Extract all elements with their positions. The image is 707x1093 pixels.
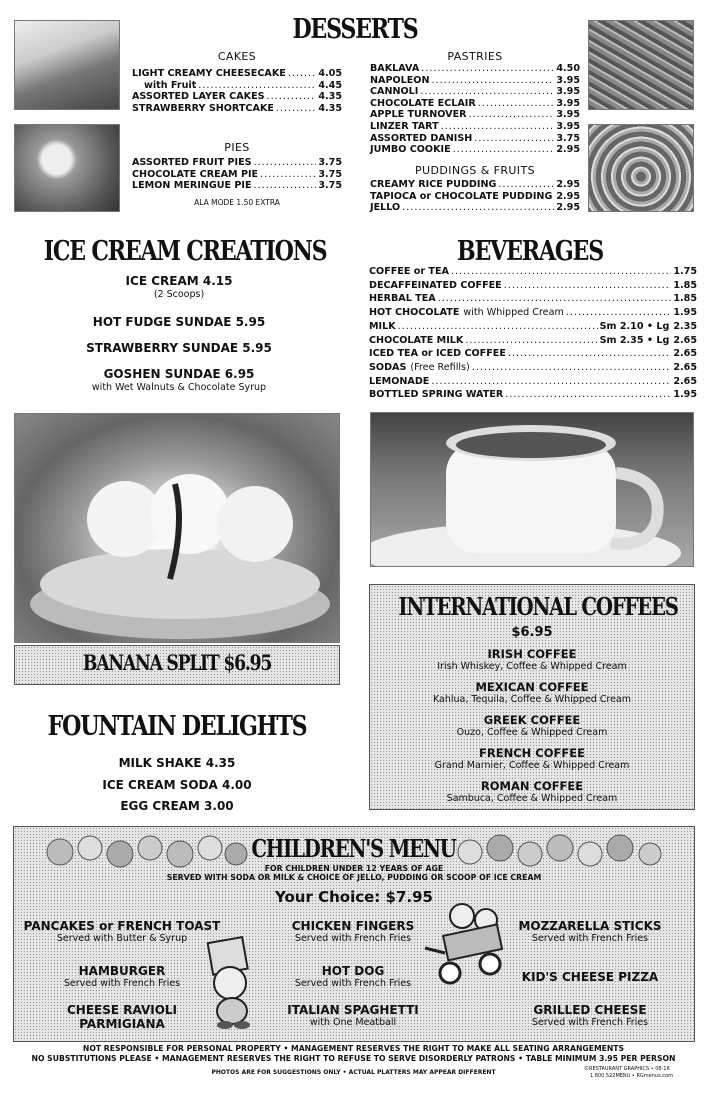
childrens-menu-served: SERVED WITH SODA OR MILK & CHOICE OF JELLO, PUDDING OR SCOOP OF ICE CREAM [166, 873, 542, 882]
beverages-list [369, 265, 697, 402]
list-item: TAPIOCA or CHOCOLATE PUDDING 2.95 [370, 190, 580, 202]
kid-item-desc: Served with Butter & Syrup [56, 933, 188, 944]
kid-item-name: CHICKEN FINGERS [291, 919, 415, 933]
french-coffee-desc: Grand Marnier, Coffee & Whipped Cream [434, 760, 630, 771]
kid-item-name: MOZZARELLA STICKS [518, 919, 662, 933]
list-item: ASSORTED LAYER CAKES ..... 4.35 [132, 91, 342, 103]
childrens-menu-price: Your Choice: $7.95 [275, 888, 433, 906]
list-item: JELLO ..... 2.95 [370, 202, 580, 214]
desserts-title: DESSERTS [292, 14, 418, 45]
childrens-menu-title: CHILDREN'S MENU [251, 834, 456, 863]
kid-item-desc: Served with French Fries [294, 978, 412, 989]
cakes-heading: CAKES [217, 50, 257, 63]
list-item: MILK ..... Sm 2.10 • Lg 2.35 [369, 320, 697, 334]
puddings-heading: PUDDINGS & FRUITS [415, 164, 535, 177]
kid-item-name: KID'S CHEESE PIZZA [521, 970, 659, 984]
kid-item-desc: Served with French Fries [531, 933, 649, 944]
pies-section [132, 141, 342, 207]
list-item: CHOCOLATE CREAM PIE ..... 3.75 [132, 169, 342, 181]
list-item: APPLE TURNOVER ..... 3.95 [370, 109, 580, 121]
roman-coffee-desc: Sambuca, Coffee & Whipped Cream [446, 793, 618, 804]
kid-item-hot-dog [268, 964, 438, 990]
ice-cream-list [14, 274, 344, 395]
kid-item-name: PARMIGIANA [79, 1017, 165, 1031]
list-item: JUMBO COOKIE ..... 2.95 [370, 144, 580, 156]
pie-photo [14, 124, 120, 212]
list-item: BOTTLED SPRING WATER ..... 1.95 [369, 388, 697, 402]
mexican-coffee-desc: Kahlua, Tequila, Coffee & Whipped Cream [432, 694, 632, 705]
cakes-section [132, 50, 342, 114]
milk-shake-item: MILK SHAKE 4.35 [118, 756, 236, 770]
list-item: LIGHT CREAMY CHEESECAKE ..... 4.05 [132, 68, 342, 80]
ice-cream-soda-item: ICE CREAM SODA 4.00 [102, 777, 252, 792]
greek-coffee-desc: Ouzo, Coffee & Whipped Cream [456, 727, 608, 738]
kids-wagon-illustration [420, 898, 510, 993]
list-item: LINZER TART ..... 3.95 [370, 121, 580, 133]
irish-coffee: IRISH COFFEE [487, 647, 577, 661]
childrens-menu-age: FOR CHILDREN UNDER 12 YEARS OF AGE [264, 864, 444, 873]
kid-item-desc: Served with French Fries [294, 933, 412, 944]
kid-item-mozzarella-sticks [505, 919, 675, 945]
banana-split-illustration [15, 414, 340, 643]
list-item: BAKLAVA ..... 4.50 [370, 63, 580, 75]
coffee-cup-illustration [371, 413, 694, 567]
puddings-section [370, 164, 580, 214]
printer-credit-2: 1.800.522MENU • RGmenus.com [590, 1073, 673, 1079]
international-coffees-price: $6.95 [511, 625, 553, 640]
list-item: NAPOLEON ..... 3.95 [370, 75, 580, 87]
kid-item-ravioli [22, 1003, 222, 1031]
banana-split-label: BANANA SPLIT $6.95 [82, 650, 272, 675]
list-item: ASSORTED FRUIT PIES ..... 3.75 [132, 157, 342, 169]
list-item: COFFEE or TEA ..... 1.75 [369, 265, 697, 279]
pies-heading: PIES [224, 141, 250, 154]
kid-item-desc: with One Meatball [309, 1017, 397, 1028]
international-coffees-title: INTERNATIONAL COFFEES [398, 592, 678, 621]
cheesecake-photo [14, 20, 120, 110]
fountain-list [14, 753, 340, 818]
pastries-heading: PASTRIES [447, 50, 503, 63]
kid-chef-illustration [200, 935, 275, 1030]
list-item: LEMONADE ..... 2.65 [369, 375, 697, 389]
egg-cream-item: EGG CREAM 3.00 [120, 799, 234, 813]
footer-line-1: NOT RESPONSIBLE FOR PERSONAL PROPERTY • MANAGEMENT RESERVES THE RIGHT TO MAKE ALL SEATING ARRANGEMENTS [82, 1044, 625, 1053]
list-item: CANNOLI ..... 3.95 [370, 86, 580, 98]
list-item: SODAS (Free Refills) ..... 2.65 [369, 361, 697, 375]
ala-mode-note: ALA MODE 1.50 EXTRA [194, 197, 280, 207]
kid-item-chicken-fingers [268, 919, 438, 945]
pastries-section [370, 50, 580, 156]
baklava-photo [588, 20, 694, 110]
kid-item-name: ITALIAN SPAGHETTI [287, 1003, 419, 1017]
kid-item-cheese-pizza [505, 970, 675, 984]
kid-item-name: HOT DOG [321, 964, 385, 978]
list-item: DECAFFEINATED COFFEE ..... 1.85 [369, 279, 697, 293]
fountain-delights-title: FOUNTAIN DELIGHTS [47, 711, 307, 742]
irish-coffee-desc: Irish Whiskey, Coffee & Whipped Cream [437, 661, 627, 672]
banana-split-photo [14, 413, 340, 643]
list-item: CHOCOLATE MILK ..... Sm 2.35 • Lg 2.65 [369, 334, 697, 348]
ice-cream-sub: (2 Scoops) [153, 289, 205, 300]
list-item: CHOCOLATE ECLAIR ..... 3.95 [370, 98, 580, 110]
kid-item-desc: Served with French Fries [63, 978, 181, 989]
french-coffee: FRENCH COFFEE [479, 746, 585, 760]
kid-item-desc: Served with French Fries [531, 1017, 649, 1028]
list-item: with Fruit ..... 4.45 [132, 80, 342, 92]
list-item: ICED TEA or ICED COFFEE ..... 2.65 [369, 347, 697, 361]
kid-item-name: GRILLED CHEESE [533, 1003, 647, 1017]
printer-credit-1: ©RESTAURANT GRAPHICS • 08-16 [584, 1066, 670, 1072]
danish-photo [588, 124, 694, 212]
international-coffees-list [369, 648, 695, 813]
kid-item-name: HAMBURGER [78, 964, 166, 978]
goshen-sub: with Wet Walnuts & Chocolate Syrup [91, 382, 267, 393]
kid-item-name: CHEESE RAVIOLI [66, 1003, 178, 1017]
kid-item-pancakes [22, 919, 222, 945]
ice-cream-title: ICE CREAM CREATIONS [43, 236, 327, 267]
kid-item-name: PANCAKES or FRENCH TOAST [23, 919, 221, 933]
ice-cream-item: ICE CREAM 4.15 [125, 274, 233, 288]
mexican-coffee: MEXICAN COFFEE [475, 680, 589, 694]
footer-line-3: PHOTOS ARE FOR SUGGESTIONS ONLY • ACTUAL PLATTERS MAY APPEAR DIFFERENT [211, 1069, 496, 1076]
hot-fudge-item: HOT FUDGE SUNDAE 5.95 [92, 315, 266, 329]
list-item: CREAMY RICE PUDDING ..... 2.95 [370, 179, 580, 191]
kid-item-hamburger [22, 964, 222, 990]
beverages-title: BEVERAGES [457, 236, 603, 267]
greek-coffee: GREEK COFFEE [483, 713, 581, 727]
list-item: ASSORTED DANISH ..... 3.75 [370, 133, 580, 145]
kid-item-spaghetti [268, 1003, 438, 1029]
footer-line-2: NO SUBSTITUTIONS PLEASE • MANAGEMENT RESERVES THE RIGHT TO REFUSE TO SERVE DISORDERLY PATRONS • TABLE MINIMUM 3.95 PER PERSON [31, 1054, 676, 1063]
list-item: LEMON MERINGUE PIE ..... 3.75 [132, 180, 342, 192]
goshen-sundae-item: GOSHEN SUNDAE 6.95 [103, 367, 255, 381]
strawberry-sundae-item: STRAWBERRY SUNDAE 5.95 [86, 341, 272, 355]
list-item: HOT CHOCOLATE with Whipped Cream ..... 1.95 [369, 306, 697, 320]
list-item: STRAWBERRY SHORTCAKE ..... 4.35 [132, 103, 342, 115]
coffee-cup-photo [370, 412, 694, 567]
roman-coffee: ROMAN COFFEE [480, 779, 584, 793]
kid-item-grilled-cheese [505, 1003, 675, 1029]
list-item: HERBAL TEA ..... 1.85 [369, 292, 697, 306]
